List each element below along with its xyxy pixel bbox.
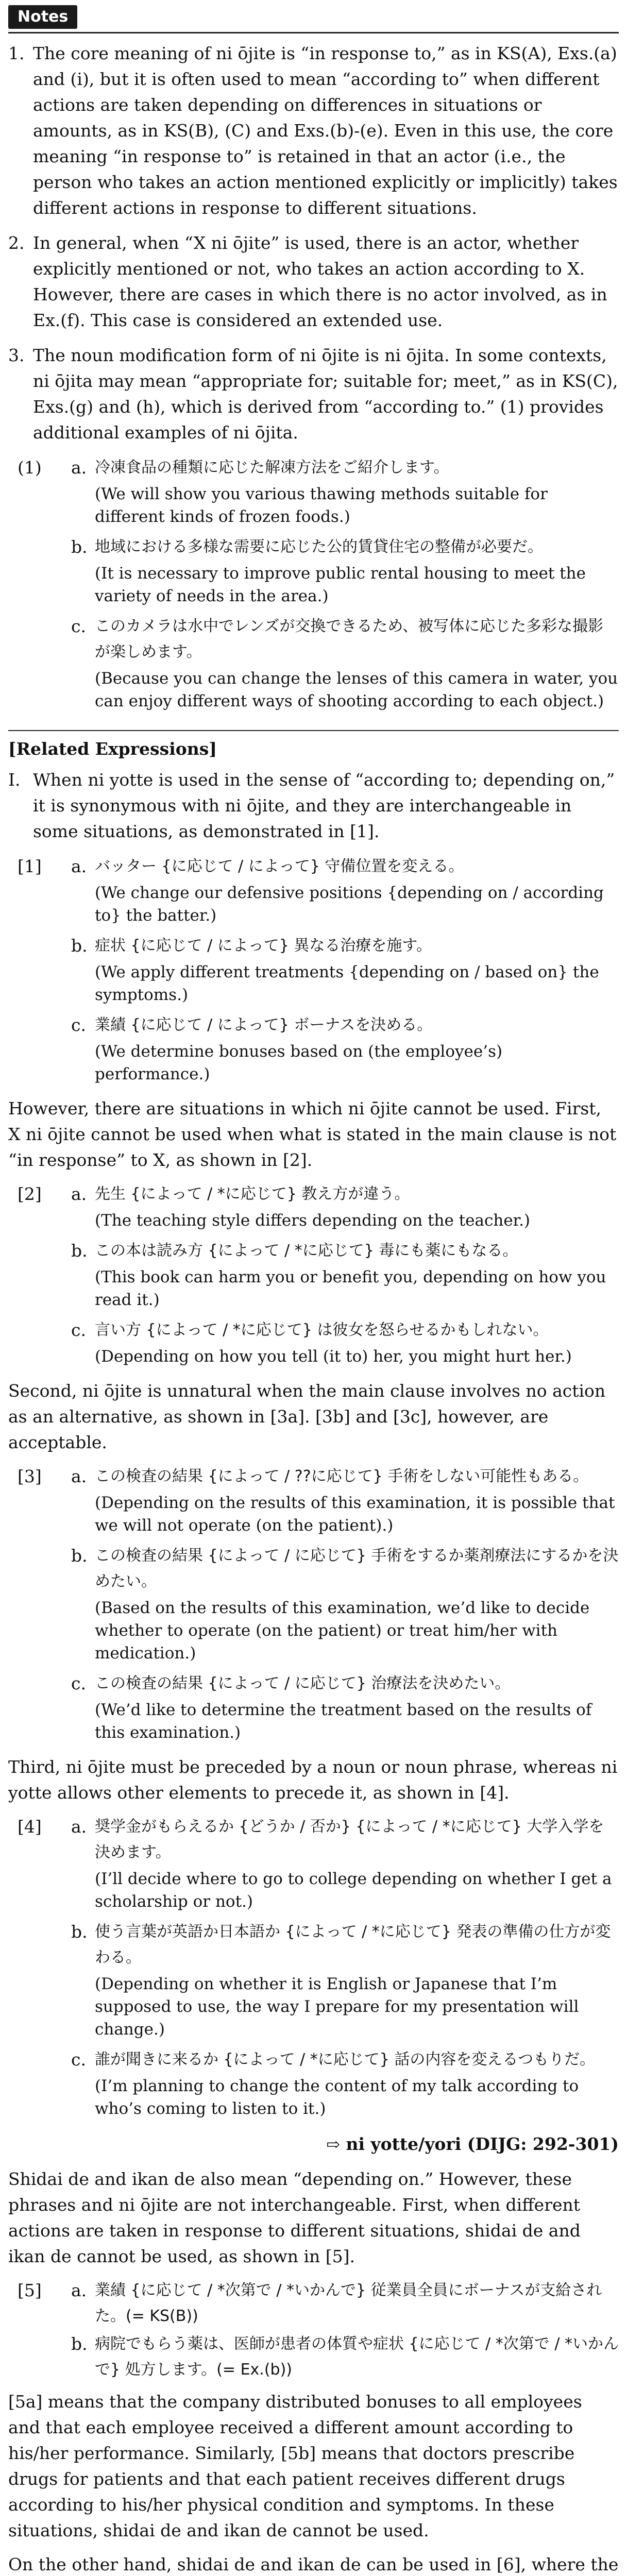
example-item bbox=[71, 2331, 619, 2383]
notes-label: Notes bbox=[8, 5, 77, 29]
item-letter: c. bbox=[71, 616, 86, 636]
item-japanese: 奨学金がもらえるか {どうか / 否か} {によって / *に応じて} 大学入学を決めます。 bbox=[95, 1818, 604, 1861]
example-r2 bbox=[18, 1181, 619, 1374]
note-text: The noun modification form of ni ōjite is ni ōjita. In some contexts, ni ōjita may mean “appropriate for; suitable for; meet,” as in KS(C), Exs.(g) and (h), which is derived from “according to.” (1) provides additional examples of ni ōjita. bbox=[33, 345, 618, 443]
item-japanese: 地域における多様な需要に応じた公的賃貸住宅の整備が必要だ。 bbox=[95, 538, 543, 556]
item-english: (We will show you various thawing methods suitable for different kinds of frozen foods.) bbox=[95, 485, 548, 526]
paragraph: Third, ni ōjite must be preceded by a noun or noun phrase, whereas ni yotte allows other elements to precede it, as shown in [4]. bbox=[8, 1757, 618, 1803]
example-body bbox=[71, 455, 619, 719]
item-letter: c. bbox=[71, 1015, 86, 1035]
example-item bbox=[71, 455, 619, 481]
note-1 bbox=[8, 41, 619, 221]
item-english: (We’d like to determine the treatment based on the results of this examination.) bbox=[95, 1701, 592, 1742]
example-body bbox=[71, 854, 619, 1092]
related-expressions-title: [Related Expressions] bbox=[8, 739, 217, 759]
item-english: (We determine bonuses based on (the employee’s) performance.) bbox=[95, 1042, 503, 1083]
notes-divider bbox=[8, 32, 619, 33]
item-letter: b. bbox=[71, 936, 88, 956]
item-japanese: この検査の結果 {によって / ??に応じて} 手術をしない可能性もある。 bbox=[95, 1467, 589, 1485]
item-letter: a. bbox=[71, 2280, 87, 2300]
example-body bbox=[71, 2278, 619, 2385]
example-item bbox=[71, 1238, 619, 1264]
item-english: (Depending on the results of this examination, it is possible that we will not operate (on the patient).) bbox=[95, 1494, 615, 1535]
item-letter: a. bbox=[71, 1817, 87, 1837]
item-letter: c. bbox=[71, 1320, 86, 1340]
example-item bbox=[71, 1543, 619, 1595]
item-japanese: 症状 {に応じて / によって} 異なる治療を施す。 bbox=[95, 937, 432, 955]
note-text: In general, when “X ni ōjite” is used, there is an actor, whether explicitly mentioned or not, who takes an action according to X. However, there are cases in which there is no actor involved, as in Ex.(f). This case is considered an extended use. bbox=[33, 233, 607, 330]
item-english: (I’m planning to change the content of my talk according to who’s coming to listen to it.) bbox=[95, 2077, 579, 2118]
item-english: (Because you can change the lenses of this camera in water, you can enjoy different ways of shooting according to each object.) bbox=[95, 669, 618, 710]
item-japanese: このカメラは水中でレンズが交換できるため、被写体に応じた多彩な撮影が楽しめます。 bbox=[95, 617, 604, 661]
item-japanese: この検査の結果 {によって / に応じて} 治療法を決めたい。 bbox=[95, 1674, 511, 1692]
item-letter: c. bbox=[71, 1673, 86, 1693]
right-arrow-icon: ⇨ bbox=[326, 2134, 340, 2154]
example-r3 bbox=[18, 1464, 619, 1750]
note-number: 3. bbox=[8, 345, 25, 365]
item-letter: a. bbox=[71, 1466, 87, 1486]
item-japanese: 先生 {によって / *に応じて} 教え方が違う。 bbox=[95, 1185, 410, 1203]
item-english: (This book can harm you or benefit you, depending on how you read it.) bbox=[95, 1268, 606, 1309]
related-I bbox=[8, 767, 619, 844]
example-item bbox=[71, 854, 619, 879]
example-number: [1] bbox=[18, 856, 42, 876]
item-letter: b. bbox=[71, 2334, 88, 2354]
example-body bbox=[71, 1464, 619, 1750]
note-number: 2. bbox=[8, 233, 25, 253]
cross-reference-link[interactable]: ni yotte/yori (DIJG: 292-301) bbox=[346, 2134, 619, 2154]
item-english: (The teaching style differs depending on the teacher.) bbox=[95, 1211, 531, 1230]
note-text: The core meaning of ni ōjite is “in response to,” as in KS(A), Exs.(a) and (i), but it is often used to mean “according to” when different actions are taken depending on differences in situations or amounts, as in KS(B), (C) and Exs.(b)-(e). Even in this use, the core meaning “in response to” is retained in that an actor (i.e., the person who takes an action mentioned explicitly or implicitly) takes different actions in response to different situations. bbox=[33, 43, 618, 218]
example-r5 bbox=[18, 2278, 619, 2385]
item-japanese: この検査の結果 {によって / に応じて} 手術をするか薬剤療法にするかを決めたい。 bbox=[95, 1547, 619, 1590]
example-number: (1) bbox=[18, 457, 42, 478]
item-japanese: 業績 {に応じて / によって} ボーナスを決める。 bbox=[95, 1016, 433, 1034]
item-letter: b. bbox=[71, 1546, 88, 1566]
item-japanese: 冷凍食品の種類に応じた解凍方法をご紹介します。 bbox=[95, 459, 449, 477]
example-number: [3] bbox=[18, 1466, 42, 1486]
example-item bbox=[71, 614, 619, 665]
item-english: (Depending on how you tell (it to) her, you might hurt her.) bbox=[95, 1347, 572, 1366]
item-japanese: この本は読み方 {によって / *に応じて} 毒にも薬にもなる。 bbox=[95, 1242, 518, 1260]
item-english: (We change our defensive positions {depending on / according to} the batter.) bbox=[95, 884, 604, 925]
example-item bbox=[71, 1181, 619, 1207]
item-japanese: 言い方 {によって / *に応じて} は彼女を怒らせるかもしれない。 bbox=[95, 1321, 549, 1339]
example-item bbox=[71, 2278, 619, 2329]
example-item bbox=[71, 933, 619, 959]
item-english: (Based on the results of this examination, we’d like to decide whether to operate (on the patient) or treat him/her with medication.) bbox=[95, 1599, 590, 1663]
notes-list bbox=[8, 41, 619, 446]
example-item bbox=[71, 534, 619, 560]
paragraph: However, there are situations in which ni ōjite cannot be used. First, X ni ōjite cannot be used when what is stated in the main clause is not “in response” to X, as shown in [2]. bbox=[8, 1098, 617, 1170]
paragraph: [5a] means that the company distributed bonuses to all employees and that each employee received a different amount according to his/her performance. Similarly, [5b] means that doctors prescribe drugs for patients and that each patient receives different drugs according to his/her physical condition and symptoms. In these situations, shidai de and ikan de cannot be used. bbox=[8, 2392, 582, 2540]
example-item bbox=[71, 1317, 619, 1343]
example-body bbox=[71, 1814, 619, 2126]
example-number: [2] bbox=[18, 1184, 42, 1204]
item-letter: a. bbox=[71, 856, 87, 876]
related-text: When ni yotte is used in the sense of “according to; depending on,” it is synonymous with ni ōjite, and they are interchangeable in some situations, as demonstrated in [1]. bbox=[33, 770, 615, 841]
item-letter: a. bbox=[71, 1184, 87, 1204]
item-english: (Depending on whether it is English or Japanese that I’m supposed to use, the way I prepare for my presentation will change.) bbox=[95, 1975, 579, 2039]
note-number: 1. bbox=[8, 43, 25, 63]
paragraph: Second, ni ōjite is unnatural when the main clause involves no action as an alternative, as shown in [3a]. [3b] and [3c], however, are acceptable. bbox=[8, 1381, 606, 1452]
example-item bbox=[71, 1814, 619, 1866]
cross-reference bbox=[8, 2131, 619, 2157]
example-number: [5] bbox=[18, 2280, 42, 2300]
note-2 bbox=[8, 230, 619, 333]
item-letter: b. bbox=[71, 537, 88, 557]
example-1 bbox=[18, 455, 619, 719]
example-r1 bbox=[18, 854, 619, 1092]
item-letter: b. bbox=[71, 1241, 88, 1261]
example-item bbox=[71, 1919, 619, 1971]
item-japanese: バッター {に応じて / によって} 守備位置を変える。 bbox=[95, 857, 464, 875]
item-letter: a. bbox=[71, 457, 87, 478]
item-japanese: 使う言葉が英語か日本語か {によって / *に応じて} 発表の準備の仕方が変わる。 bbox=[95, 1923, 611, 1967]
example-r4 bbox=[18, 1814, 619, 2126]
item-english: (We apply different treatments {depending on / based on} the symptoms.) bbox=[95, 963, 599, 1004]
related-number: I. bbox=[8, 770, 21, 790]
section-divider bbox=[8, 730, 619, 731]
item-english: (It is necessary to improve public rental housing to meet the variety of needs in the area.) bbox=[95, 564, 586, 605]
note-3 bbox=[8, 343, 619, 446]
example-item bbox=[71, 2047, 619, 2073]
example-number: [4] bbox=[18, 1817, 42, 1837]
item-japanese: 業績 {に応じて / *次第で / *いかんで} 従業員全員にボーナスが支給された。(= KS(B)) bbox=[95, 2281, 602, 2325]
paragraph: Shidai de and ikan de also mean “depending on.” However, these phrases and ni ōjite are not interchangeable. First, when different actions are taken in response to different situations, shidai de and ikan de cannot be used, as shown in [5]. bbox=[8, 2169, 581, 2266]
example-body bbox=[71, 1181, 619, 1374]
example-item bbox=[71, 1671, 619, 1697]
item-letter: c. bbox=[71, 2049, 86, 2070]
example-item bbox=[71, 1464, 619, 1489]
item-japanese: 誰が聞きに来るか {によって / *に応じて} 話の内容を変えるつもりだ。 bbox=[95, 2050, 596, 2069]
item-english: (I’ll decide where to go to college depending on whether I get a scholarship or not.) bbox=[95, 1870, 612, 1911]
example-item bbox=[71, 1012, 619, 1038]
item-letter: b. bbox=[71, 1922, 88, 1942]
paragraph: On the other hand, shidai de and ikan de can be used in [6], where the bbox=[8, 2554, 619, 2574]
item-japanese: 病院でもらう薬は、医師が患者の体質や症状 {に応じて / *次第で / *いかんで} 処方します。(= Ex.(b)) bbox=[95, 2335, 619, 2379]
